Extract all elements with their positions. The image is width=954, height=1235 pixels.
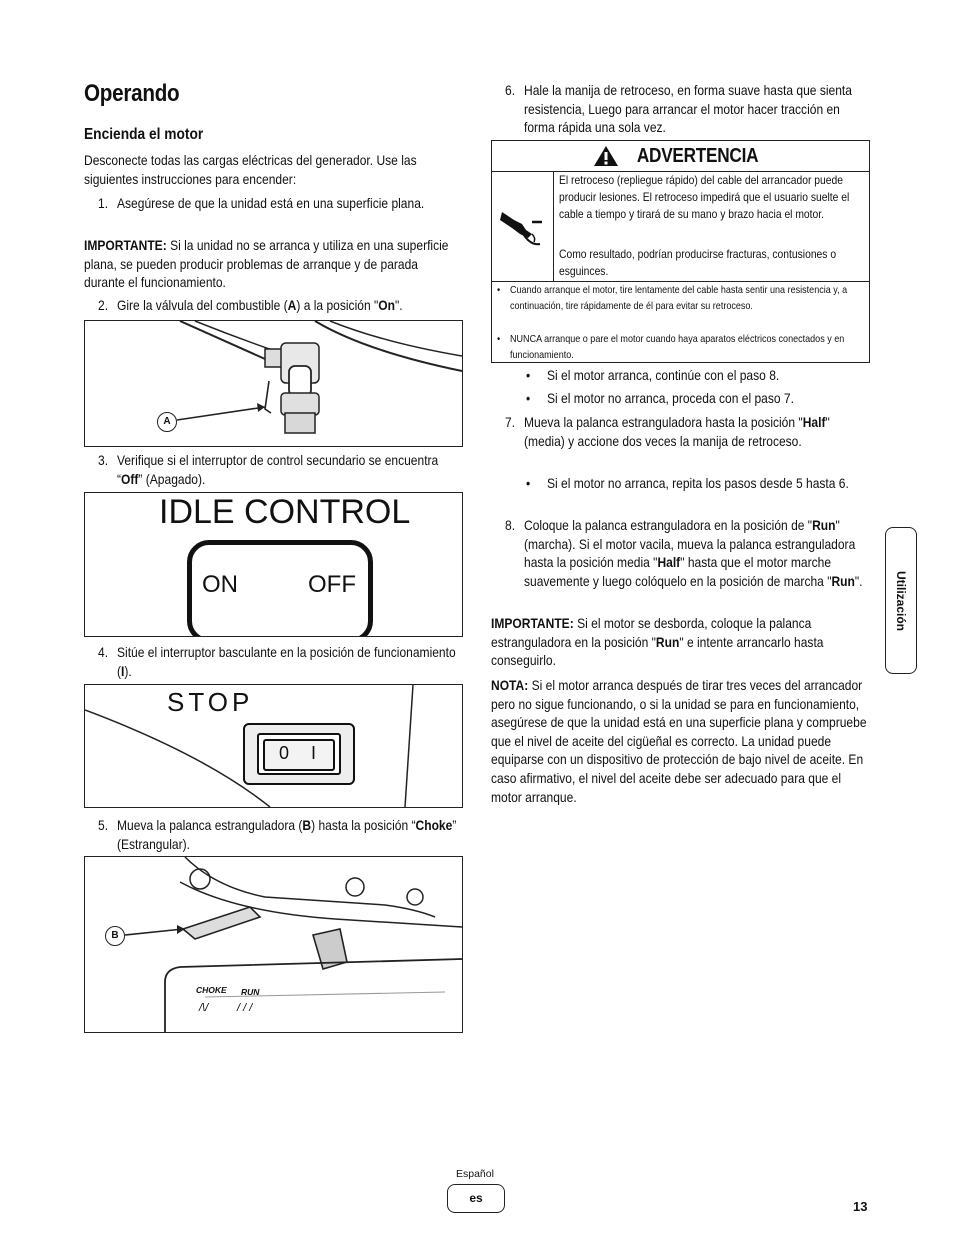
step-number: 7. xyxy=(505,414,516,430)
bullet-mark: • xyxy=(526,367,531,383)
recoil-hand-icon xyxy=(492,172,553,281)
svg-text:/ / /: / / / xyxy=(237,1002,253,1014)
important-note-1 xyxy=(84,236,459,292)
rocker-on-mark: I xyxy=(311,743,317,763)
bullet-mark: • xyxy=(526,475,531,491)
nota-text: NOTA: Si el motor arranca después de tirar tres veces del arrancador pero no sigue funcionando, o si la unidad se para en funcionamiento, asegúrese de que la unidad está en una superficie plana y compruebe que el nivel de aceite del cigüeñal es correcto. La unidad puede equiparse con un dispositivo de protección de bajo nivel de aceite. En caso afirmativo, el nivel del aceite debe ser adecuado para que el motor arranque. xyxy=(491,677,867,805)
idle-off-label: OFF xyxy=(308,571,356,598)
language-label: Español xyxy=(456,1168,494,1180)
bullet-continue-step-8: Si el motor arranca, continúe con el paso 8. xyxy=(547,367,780,383)
step-1-text: Asegúrese de que la unidad está en una superficie plana. xyxy=(117,195,425,211)
rocker-off-mark: 0 xyxy=(279,743,290,763)
step-3-text: Verifique si el interruptor de control secundario se encuentra “Off” (Apagado). xyxy=(117,452,439,487)
fuel-valve-illustration xyxy=(85,321,462,446)
step-6-text: Hale la manija de retroceso, en forma suave hasta que sienta resistencia, Luego para arrancar el motor hacer tracción en forma rápida una sola vez. xyxy=(524,82,852,136)
warning-paragraph-2: Como resultado, podrían producirse fracturas, contusiones o esguinces. xyxy=(559,247,837,278)
idle-control-figure xyxy=(84,492,463,637)
stop-label: STOP xyxy=(167,687,254,717)
choke-label: CHOKE xyxy=(196,985,227,995)
warning-icon-cell xyxy=(492,172,554,281)
step-2-text: Gire la válvula del combustible (A) a la posición "On". xyxy=(117,297,403,313)
bullet-mark: • xyxy=(526,390,531,406)
idle-control-label: IDLE CONTROL xyxy=(159,493,411,531)
step-number: 4. xyxy=(98,644,109,660)
section-heading: Encienda el motor xyxy=(84,126,204,143)
step-7-text: Mueva la palanca estranguladora hasta la posición "Half" (media) y accione dos veces la manija de retroceso. xyxy=(524,414,830,449)
callout-b: B xyxy=(105,926,125,946)
page-title: Operando xyxy=(84,80,180,107)
warning-triangle-icon xyxy=(593,145,619,167)
warning-paragraph-1: El retroceso (repliegue rápido) del cable del arrancador puede producir lesiones. El retroceso impedirá que el usuario suelte el cable a tiempo y tirará de su mano y brazo hacia el motor. xyxy=(559,173,850,221)
important-text: Si la unidad no se arranca y utiliza en una superficie plana, se pueden producir problemas de arranque y de parada durante el funcionamiento. xyxy=(84,237,449,291)
warning-title: ADVERTENCIA xyxy=(636,144,759,167)
choke-lever-figure xyxy=(84,856,463,1033)
important-note-2: IMPORTANTE: Si el motor se desborda, coloque la palanca estranguladora en la posición "Run" e intente arrancarlo hasta conseguirlo. xyxy=(491,615,824,669)
callout-a: A xyxy=(157,412,177,432)
choke-lever-illustration xyxy=(85,857,462,1032)
step-number: 8. xyxy=(505,517,516,533)
side-tab-label: Utilización xyxy=(894,570,908,631)
warning-header xyxy=(492,141,869,172)
step-number: 3. xyxy=(98,452,109,468)
step-8-text: Coloque la palanca estranguladora en la posición de "Run" (marcha). Si el motor vacila, mueva la palanca estranguladora hasta la posición media "Half" hasta que el motor marche suavemente y luego colóquelo en la posición de marcha "Run". xyxy=(524,517,863,589)
warning-box xyxy=(491,140,870,363)
step-number: 1. xyxy=(98,195,109,211)
bullet-mark: • xyxy=(497,333,501,345)
svg-text:/\/: /\/ xyxy=(199,1002,209,1014)
idle-control-switch xyxy=(187,540,373,637)
language-badge: es xyxy=(447,1184,505,1213)
step-5-text: Mueva la palanca estranguladora (B) hasta la posición “Choke” (Estrangular). xyxy=(117,817,457,852)
warning-divider xyxy=(492,281,869,282)
intro-text: Desconecte todas las cargas eléctricas del generador. Use las siguientes instrucciones para encender: xyxy=(84,152,417,187)
run-label: RUN xyxy=(241,987,260,997)
bullet-proceed-step-7: Si el motor no arranca, proceda con el paso 7. xyxy=(547,390,794,406)
step-number: 2. xyxy=(98,297,109,313)
page-number: 13 xyxy=(853,1199,868,1214)
step-4-text: Sitúe el interruptor basculante en la posición de funcionamiento (I). xyxy=(117,644,456,679)
important-label: IMPORTANTE: xyxy=(84,237,167,253)
fuel-valve-figure xyxy=(84,320,463,447)
idle-on-label: ON xyxy=(202,571,238,598)
warning-bullet-1: Cuando arranque el motor, tire lentamente del cable hasta sentir una resistencia y, a continuación, tire rápidamente de él para evitar su retroceso. xyxy=(510,284,848,312)
step-number: 5. xyxy=(98,817,109,833)
step-number: 6. xyxy=(505,82,516,98)
bullet-mark: • xyxy=(497,284,501,296)
rocker-switch-figure xyxy=(84,684,463,808)
bullet-repeat-steps: Si el motor no arranca, repita los pasos desde 5 hasta 6. xyxy=(547,475,849,491)
warning-bullet-2: NUNCA arranque o pare el motor cuando haya aparatos eléctricos conectados y en funcionamiento. xyxy=(510,333,845,361)
rocker-switch xyxy=(243,723,355,785)
side-tab xyxy=(885,527,917,674)
